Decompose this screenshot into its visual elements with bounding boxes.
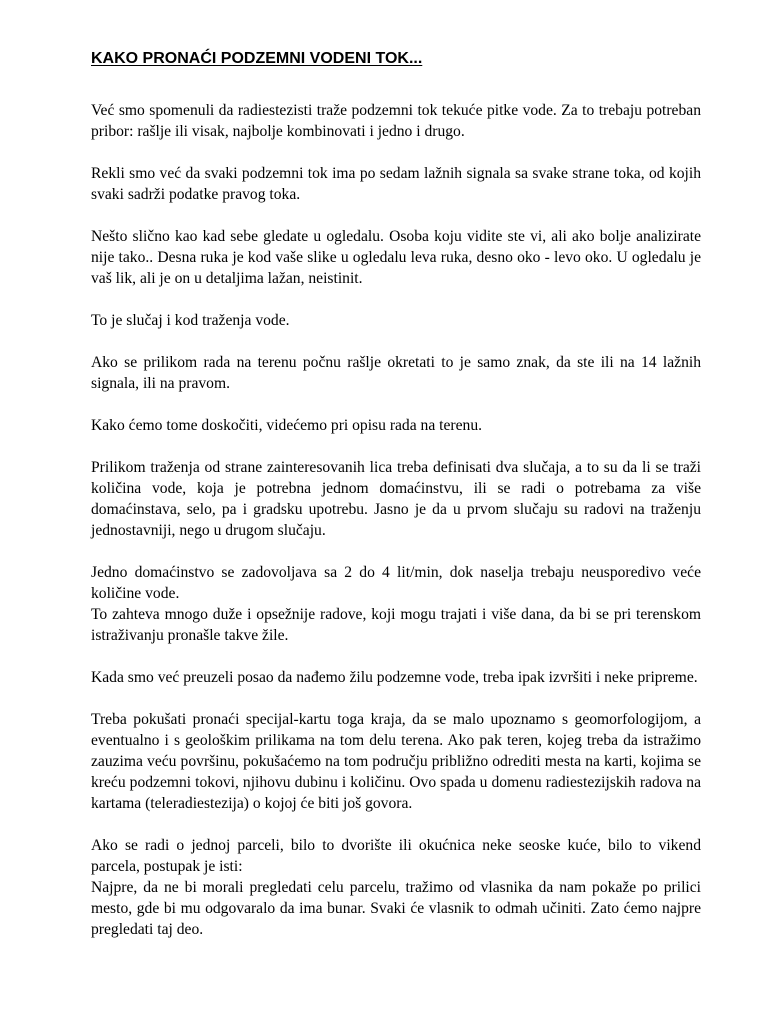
paragraph-text: Treba pokušati pronaći specijal-kartu toga kraja, da se malo upoznamo s geomorfologijom, a eventualno i s geološkim prilikama na tom delu terena. Ako pak teren, kojeg treba da istražimo zauzima veću površinu, pokušaćemo na tom području približno odrediti mesta na karti, kojima se kreću podzemni tokovi, njihovu dubinu i količinu. Ovo spada u domenu radiestezijskih radova na kartama (teleradiestezija) o kojoj će biti još govora. [91, 711, 701, 812]
paragraph-text: Rekli smo već da svaki podzemni tok ima po sedam lažnih signala sa svake strane toka, od kojih svaki sadrži podatke pravog toka. [91, 165, 701, 203]
paragraph-text: Već smo spomenuli da radiestezisti traže podzemni tok tekuće pitke vode. Za to trebaju potreban pribor: rašlje ili visak, najbolje kombinovati i jedno i drugo. [91, 102, 701, 140]
paragraph [91, 100, 701, 142]
paragraph-text: Ako se prilikom rada na terenu počnu rašlje okretati to je samo znak, da ste ili na 14 lažnih signala, ili na pravom. [91, 354, 701, 392]
document-body [91, 100, 701, 961]
paragraph-text: Ako se radi o jednoj parceli, bilo to dvorište ili okućnica neke seoske kuće, bilo to vikend parcela, postupak je isti: [91, 837, 701, 875]
paragraph [91, 562, 701, 646]
paragraph [91, 415, 701, 436]
paragraph [91, 226, 701, 289]
paragraph-text: Kako ćemo tome doskočiti, videćemo pri opisu rada na terenu. [91, 417, 483, 434]
paragraph-text: To je slučaj i kod traženja vode. [91, 312, 290, 329]
paragraph [91, 352, 701, 394]
paragraph-text: Jedno domaćinstvo se zadovoljava sa 2 do 4 lit/min, dok naselja trebaju neusporedivo veće količine vode. [91, 564, 701, 602]
paragraph [91, 835, 701, 940]
paragraph [91, 457, 701, 541]
paragraph [91, 667, 701, 688]
paragraph-text: Kada smo već preuzeli posao da nađemo žilu podzemne vode, treba ipak izvršiti i neke pripreme. [91, 669, 698, 686]
paragraph [91, 709, 701, 814]
paragraph-text: To zahteva mnogo duže i opsežnije radove, koji mogu trajati i više dana, da bi se pri terenskom istraživanju pronašle takve žile. [91, 606, 701, 644]
paragraph-text: Najpre, da ne bi morali pregledati celu parcelu, tražimo od vlasnika da nam pokaže po prilici mesto, gde bi mu odgovaralo da ima bunar. Svaki će vlasnik to odmah učiniti. Zato ćemo najpre pregledati taj deo. [91, 879, 701, 938]
paragraph [91, 163, 701, 205]
paragraph-text: Prilikom traženja od strane zainteresovanih lica treba definisati dva slučaja, a to su da li se traži količina vode, koja je potrebna jednom domaćinstvu, ili se radi o potrebama za više domaćinstava, selo, pa i gradsku upotrebu. Jasno je da u prvom slučaju su radovi na traženju jednostavniji, nego u drugom slučaju. [91, 459, 701, 539]
paragraph-text: Nešto slično kao kad sebe gledate u ogledalu. Osoba koju vidite ste vi, ali ako bolje analizirate nije tako.. Desna ruka je kod vaše slike u ogledalu leva ruka, desno oko - levo oko. U ogledalu je vaš lik, ali je on u detaljima lažan, neistinit. [91, 228, 701, 287]
document-title: KAKO PRONAĆI PODZEMNI VODENI TOK... [91, 50, 423, 67]
paragraph [91, 310, 701, 331]
